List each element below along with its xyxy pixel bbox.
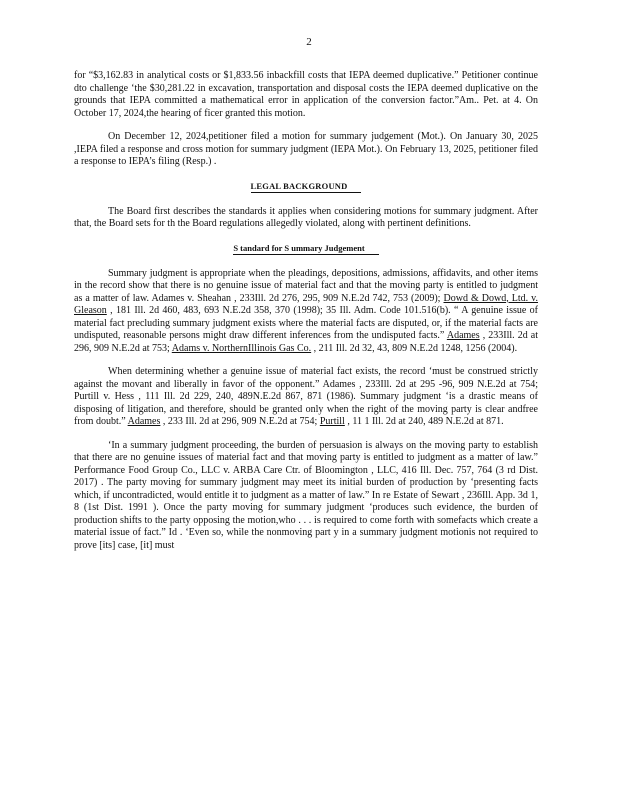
paragraph-summary-judgment-standard <box>74 268 538 356</box>
paragraph-procedural-history: for “$3,162.83 in analytical costs or $1,833.56 inbackfill costs that IEPA deemed duplicative.” Petitioner continue dto challenge ‘the $30,281.22 in excavation, transportation and disposal costs the IEPA deemed duplicative on the grounds that IEPA committed a mathematical error in application of the conversion factor.”Am.. Pet. at 4. On October 17, 2024,the hearing of ficer granted this motion. <box>74 70 538 119</box>
heading-text: LEGAL BACKGROUND <box>251 181 362 193</box>
case-citation: Adames <box>127 416 161 427</box>
case-citation: Purtill <box>319 416 345 427</box>
section-heading-standard <box>74 242 538 255</box>
section-heading-legal-background <box>74 180 538 193</box>
text-segment: Summary judgment is appropriate when the pleadings, depositions, admissions, affidavits, and other items in the record show that there is no genuine issue of material fact and that the moving party is entitled to judgment as a matter of law. Adames v. Sheahan , 233Ill. 2d 276, 295, 909 N.E.2d 742, 753 (2009); <box>74 267 538 304</box>
text-segment: , 181 Ill. 2d 460, 483, 693 N.E.2d 358, 370 (1998); 35 Ill. Adm. Code 101.516(b). “ A genuine issue of material fact precluding summary judgment exists where the material facts are disputed, or, if the material facts are undisputed, reasonable persons might draw different inferences from the undisputed facts.” <box>74 305 538 341</box>
case-citation: Adames <box>446 330 480 341</box>
text-segment: When determining whether a genuine issue of material fact exists, the record ‘must be construed strictly against the movant and liberally in favor of the opponent.” Adames , 233Ill. 2d at 295 -96, 909 N.E.2d at 754; Purtill v. Hess , 111 Ill. 2d 229, 240, 489N.E.2d 867, 871 (1986). Summary judgment ‘is a drastic means of disposing of litigation, and therefore, should be granted only when the right of the moving party is clear andfree from doubt.” <box>74 366 538 427</box>
text-segment: , 211 Ill. 2d 32, 43, 809 N.E.2d 1248, 1256 (2004). <box>311 342 518 354</box>
case-citation: Adams v. NorthernIllinois Gas Co. <box>171 342 312 354</box>
paragraph-burden-of-persuasion: ‘In a summary judgment proceeding, the burden of persuasion is always on the moving party to establish that there are no genuine issues of material fact and that moving party is entitled to judgment as a matter of law.” Performance Food Group Co., LLC v. ARBA Care Ctr. of Bloomington , LLC, 416 Ill. Dec. 757, 764 (3 rd Dist. 2017) . The party moving for summary judgment may meet its initial burden of production by ‘presenting facts which, if uncontradicted, would entitle it to judgment as a matter of law.” In re Estate of Sewart , 236Ill. App. 3d 1, 8 (1st Dist. 1991 ). Once the party moving for summary judgment ‘produces such evidence, the burden of production shifts to the party opposing the motion,who . . . is required to come forth with somefacts which create a material issue of fact.” Id . ‘Even so, while the nonmoving part y in a summary judgment motionis not required to prove [its] case, [it] must <box>74 439 538 551</box>
text-segment: , 11 1 Ill. 2d at 240, 489 N.E.2d at 871. <box>344 416 504 427</box>
page-number: 2 <box>306 36 312 48</box>
text-segment: , 233Ill. 2d at 296, 909 N.E.2d at 753; <box>74 330 538 354</box>
subheading-text: S tandard for S ummary Judgement <box>233 243 378 255</box>
paragraph-board-overview: The Board first describes the standards it applies when considering motions for summary judgment. After that, the Board sets for th the Board regulations allegedly violated, along with pertinent definitions. <box>74 205 538 229</box>
case-citation: Dowd & Dowd, Ltd. v. Gleason <box>74 292 539 316</box>
paragraph-motions-filed: On December 12, 2024,petitioner filed a motion for summary judgement (Mot.). On January 30, 2025 ,IEPA filed a response and cross motion for summary judgment (IEPA Mot.). On February 13, 2025, petitioner filed a response to IEPA’s filing (Resp.) . <box>74 131 538 167</box>
text-segment: , 233 Ill. 2d at 296, 909 N.E.2d at 754; <box>160 416 320 427</box>
paragraph-genuine-issue <box>74 366 538 429</box>
document-body <box>74 70 538 563</box>
